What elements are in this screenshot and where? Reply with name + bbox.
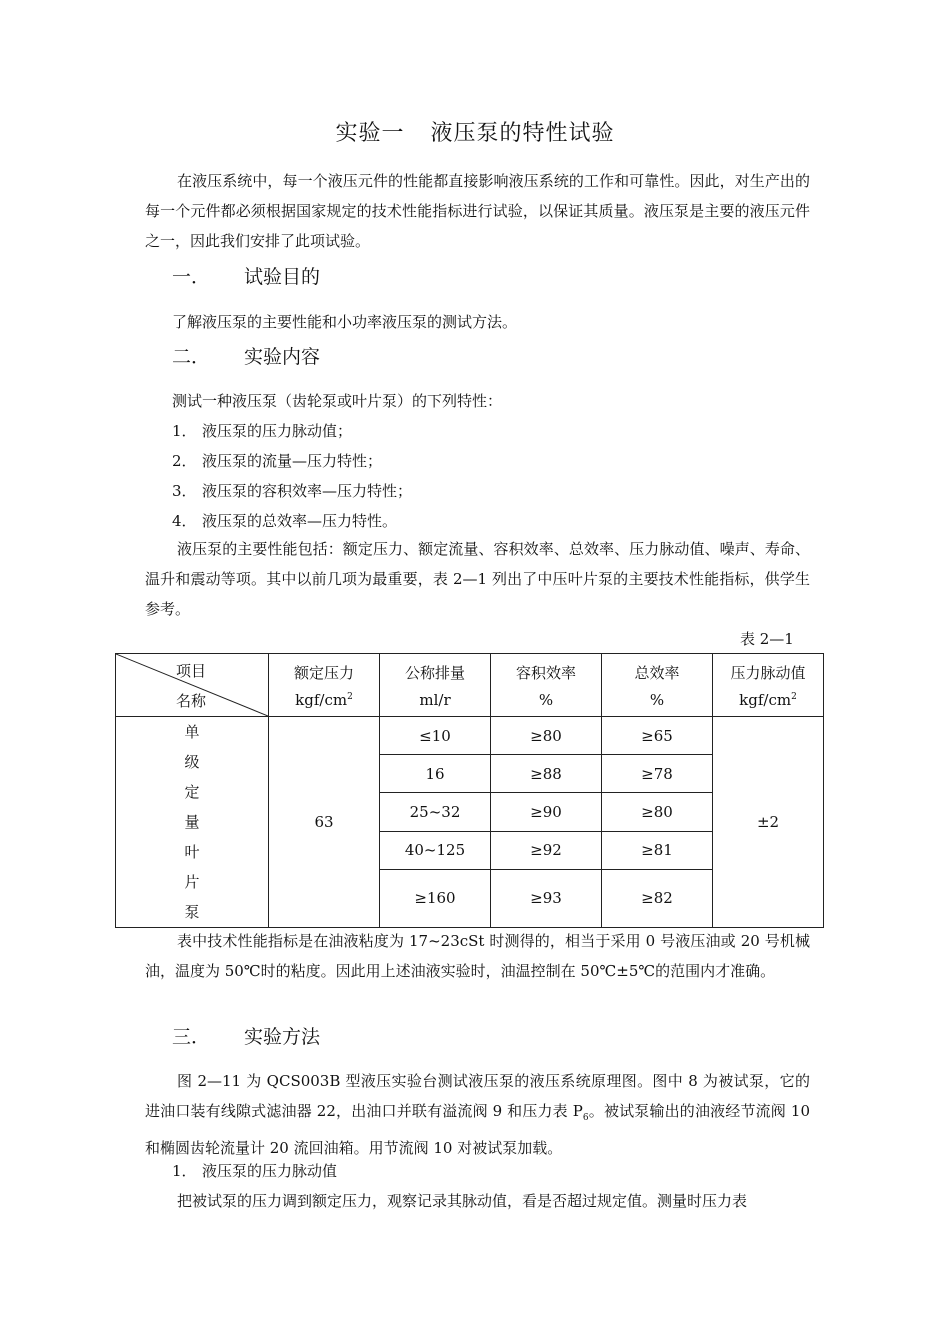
section-number: 三．: [172, 1026, 211, 1048]
total-eff-cell: ≥82: [602, 869, 713, 927]
displacement-cell: ≥160: [380, 869, 491, 927]
table-row: [116, 717, 824, 755]
table-note-paragraph: 表中技术性能指标是在油液粘度为 17~23cSt 时测得的，相当于采用 0 号液压油或 20 号机械油，温度为 50℃时的粘度。因此用上述油液实验时，油温控制在 50℃±5℃的范围内才准确。: [145, 932, 810, 980]
title-part1: 实验一: [335, 121, 405, 146]
list-item: [172, 510, 397, 531]
list-text: 液压泵的容积效率—压力特性；: [202, 482, 413, 500]
section-number: 一．: [172, 266, 211, 288]
method-paragraph: 图 2—11 为 QCS003B 型液压实验台测试液压泵的液压系统原理图。图中 8 为被试泵，它的进油口装有线隙式滤油器 22，出油口并联有溢流阀 9 和压力表 $P_6$。被试泵输出的油液经节流阀 10 和椭圆齿轮流量计 20 流回油箱。用节流阀 10 对被试泵加载。: [145, 1072, 810, 1157]
section-title: 试验目的: [244, 266, 321, 288]
header-cell: 公称排量 ml/r: [380, 654, 491, 717]
displacement-cell: 16: [380, 755, 491, 793]
list-item: [172, 480, 412, 501]
list-item: [172, 420, 352, 441]
header-cell: 额定压力 kgf/$cm^2$: [269, 654, 380, 717]
method-item: [172, 1160, 337, 1181]
list-number: 1．: [172, 422, 197, 440]
table-header-row: [116, 654, 824, 717]
list-number: 3．: [172, 482, 197, 500]
intro-paragraph: 在液压系统中，每一个液压元件的性能都直接影响液压系统的工作和可靠性。因此，对生产出的每一个元件都必须根据国家规定的技术性能指标进行试验，以保证其质量。液压泵是主要的液压元件之一，因此我们安排了此项试验。: [145, 172, 810, 250]
vol-eff-cell: ≥88: [491, 755, 602, 793]
list-text: 液压泵的压力脉动值；: [202, 422, 353, 440]
section-title: 实验方法: [244, 1026, 321, 1048]
list-text: 液压泵的总效率—压力特性。: [202, 512, 398, 530]
page-title: [0, 116, 950, 147]
pulsation-cell: ±2: [713, 717, 824, 928]
title-part2: 液压泵的特性试验: [430, 121, 615, 146]
rated-pressure-cell: 63: [269, 717, 380, 928]
section-title: 实验内容: [244, 346, 321, 368]
diag-top-label: 项目: [176, 662, 207, 680]
list-number: 1．: [172, 1162, 197, 1180]
list-number: 2．: [172, 452, 197, 470]
table-caption: 表 2—1: [740, 630, 794, 648]
total-eff-cell: ≥80: [602, 793, 713, 831]
performance-paragraph: 液压泵的主要性能包括：额定压力、额定流量、容积效率、总效率、压力脉动值、噪声、寿命、温升和震动等项。其中以前几项为最重要，表 2—1 列出了中压叶片泵的主要技术性能指标，供学生参考。: [145, 540, 810, 618]
vol-eff-cell: ≥90: [491, 793, 602, 831]
list-text: 液压泵的压力脉动值: [202, 1162, 338, 1180]
section-heading-1: [172, 262, 320, 289]
displacement-cell: 25~32: [380, 793, 491, 831]
displacement-cell: ≤10: [380, 717, 491, 755]
total-eff-cell: ≥78: [602, 755, 713, 793]
section-heading-2: [172, 342, 320, 369]
total-eff-cell: ≥65: [602, 717, 713, 755]
list-item: [172, 450, 382, 471]
vol-eff-cell: ≥93: [491, 869, 602, 927]
list-text: 液压泵的流量—压力特性；: [202, 452, 383, 470]
list-number: 4．: [172, 512, 197, 530]
header-cell: 总效率 %: [602, 654, 713, 717]
displacement-cell: 40~125: [380, 831, 491, 869]
vol-eff-cell: ≥92: [491, 831, 602, 869]
section-number: 二．: [172, 346, 211, 368]
header-cell: 压力脉动值 kgf/$cm^2$: [713, 654, 824, 717]
pump-name-cell: 单 级 定 量 叶 片 泵: [116, 717, 269, 928]
diag-bottom-label: 名称: [176, 692, 207, 710]
vol-eff-cell: ≥80: [491, 717, 602, 755]
method-paragraph-2: 把被试泵的压力调到额定压力，观察记录其脉动值，看是否超过规定值。测量时压力表: [177, 1192, 748, 1210]
diagonal-header-cell: [116, 654, 269, 717]
total-eff-cell: ≥81: [602, 831, 713, 869]
spec-table: [115, 653, 824, 928]
content-lead: 测试一种液压泵（齿轮泵或叶片泵）的下列特性：: [172, 392, 503, 410]
header-cell: 容积效率 %: [491, 654, 602, 717]
purpose-text: 了解液压泵的主要性能和小功率液压泵的测试方法。: [172, 313, 518, 331]
section-heading-3: [172, 1022, 320, 1049]
